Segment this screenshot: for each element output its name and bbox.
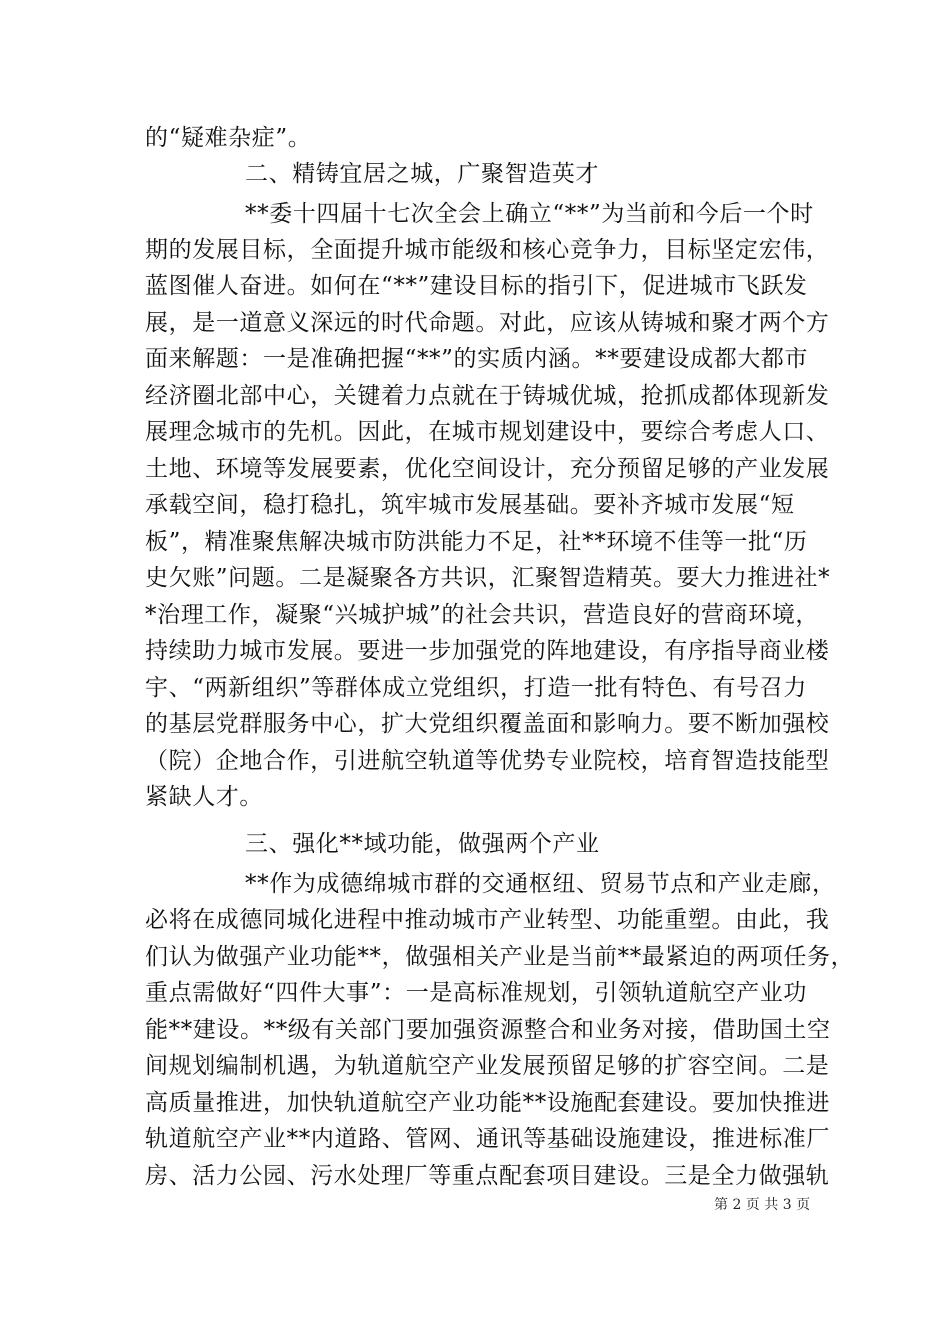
text-line: 土地、环境等发展要素，优化空间设计，充分预留足够的产业发展 — [145, 456, 830, 482]
text-line: 展理念城市的先机。因此，在城市规划建设中，要综合考虑人口、 — [145, 419, 830, 445]
page-number-footer: 第 2 页 共 3 页 — [714, 1197, 811, 1213]
text-line: 轨道航空产业**内道路、管网、通讯等基础设施建设，推进标准厂 — [145, 1126, 830, 1152]
text-line: 重点需做好“四件大事”：一是高标准规划，引领轨道航空产业功 — [145, 980, 807, 1006]
text-line: 紧缺人才。 — [145, 784, 263, 810]
text-line: 期的发展目标，全面提升城市能级和核心竞争力，目标坚定宏伟， — [145, 237, 830, 263]
text-line: **作为成德绵城市群的交通枢纽、贸易节点和产业走廊， — [245, 871, 836, 897]
text-line: 持续助力城市发展。要进一步加强党的阵地建设，有序指导商业楼 — [145, 638, 830, 664]
text-line: 蓝图催人奋进。如何在“**”建设目标的指引下，促进城市飞跃发 — [145, 273, 808, 299]
text-line: 的基层党群服务中心，扩大党组织覆盖面和影响力。要不断加强校 — [145, 711, 830, 737]
text-line: 能**建设。**级有关部门要加强资源整合和业务对接，借助国土空 — [145, 1017, 831, 1043]
text-line: **委十四届十七次全会上确立“**”为当前和今后一个时 — [245, 201, 814, 227]
text-line: 必将在成德同城化进程中推动城市产业转型、功能重塑。由此，我 — [145, 907, 830, 933]
section-heading: 二、精铸宜居之城，广聚智造英才 — [245, 161, 599, 187]
section-heading: 三、强化**域功能，做强两个产业 — [245, 831, 600, 857]
text-line: 史欠账”问题。二是凝聚各方共识，汇聚智造精英。要大力推进社* — [145, 565, 831, 591]
text-line: 经济圈北部中心，关键着力点就在于铸城优城，抢抓成都体现新发 — [145, 383, 830, 409]
text-line: 高质量推进，加快轨道航空产业功能**设施配套建设。要加快推进 — [145, 1090, 830, 1116]
text-line: 展，是一道意义深远的时代命题。对此，应该从铸城和聚才两个方 — [145, 310, 830, 336]
text-line: 宇、“两新组织”等群体成立党组织，打造一批有特色、有号召力 — [145, 675, 807, 701]
text-line: （院）企地合作，引进航空轨道等优势专业院校，培育智造技能型 — [145, 748, 830, 774]
text-line: 板”，精准聚焦解决城市防洪能力不足，社**环境不佳等一批“历 — [145, 529, 808, 555]
text-line: 的“疑难杂症”。 — [145, 125, 312, 151]
text-line: 间规划编制机遇，为轨道航空产业发展预留足够的扩容空间。二是 — [145, 1053, 830, 1079]
text-line: 面来解题：一是准确把握“**”的实质内涵。**要建设成都大都市 — [145, 346, 809, 372]
text-line: *治理工作，凝聚“兴城护城”的社会共识，营造良好的营商环境， — [145, 602, 820, 628]
text-line: 承载空间，稳打稳扎，筑牢城市发展基础。要补齐城市发展“短 — [145, 492, 795, 518]
text-line: 房、活力公园、污水处理厂等重点配套项目建设。三是全力做强轨 — [145, 1163, 830, 1189]
text-line: 们认为做强产业功能**，做强相关产业是当前**最紧迫的两项任务， — [145, 944, 855, 970]
